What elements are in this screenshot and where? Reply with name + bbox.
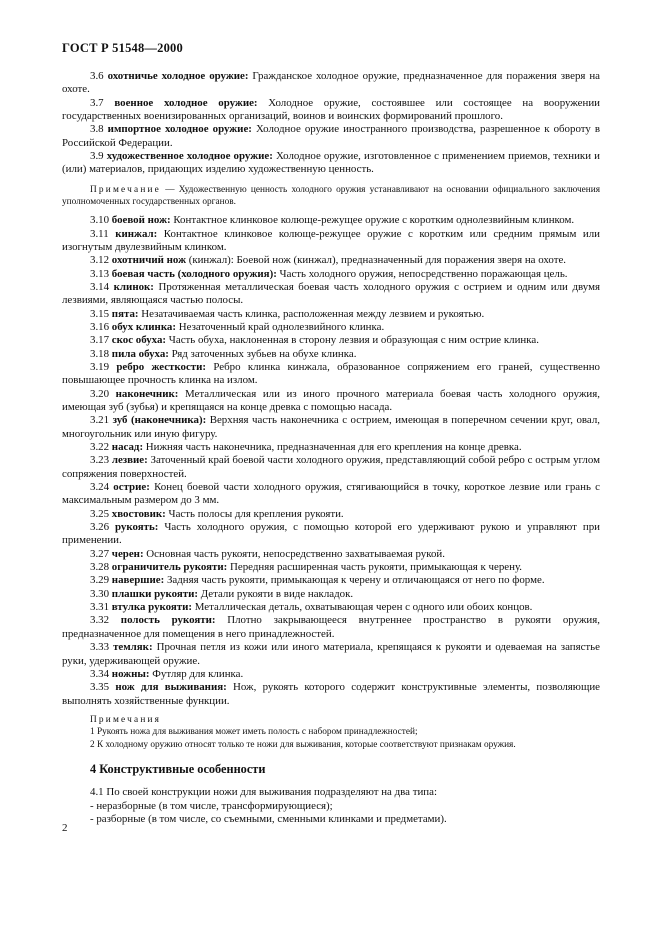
definition-number: 3.21 [90, 414, 110, 427]
definition-item [62, 614, 600, 641]
definition-text: Футляр для клинка. [149, 667, 244, 680]
definition-text: Металлическая деталь, охватывающая черен с одного или обоих концов. [192, 601, 533, 614]
definition-number: 3.9 [90, 150, 104, 163]
definition-term: ребро жесткости: [116, 360, 207, 373]
definition-text: Незатачиваемая часть клинка, расположенная между лезвием и рукоятью. [138, 307, 485, 320]
definition-term: клинок: [113, 280, 154, 293]
definitions-list-b [62, 214, 600, 708]
definition-text: Холодное оружие, изготовленное с применением приемов, техники и (или) материалов, придающих изделию художественную ценность. [62, 150, 600, 176]
definition-term: художественное холодное оружие: [106, 150, 273, 163]
definition-text: Конец боевой части холодного оружия, стягивающийся в точку, короткое лезвие или грань с максимальным размером до 3 мм. [62, 481, 600, 507]
definition-text: Основная часть рукояти, непосредственно захватываемая рукой. [143, 547, 445, 560]
definition-text: Нож, рукоять которого содержит конструктивные элементы, позволяющие выполнять хозяйственные функции. [62, 681, 600, 707]
definition-number: 3.14 [90, 280, 110, 293]
definition-term: темляк: [113, 641, 153, 654]
definition-text: Протяженная металлическая боевая часть холодного оружия с острием и одним или двумя лезвиями, являющаяся частью полосы. [62, 280, 600, 307]
definition-text: Часть обуха, наклоненная в сторону лезвия и образующая с ним острие клинка. [166, 334, 539, 347]
definition-text: Холодное оружие, состоявшее или состоящее на вооружении государственных военизированных организаций, воинов и воинских формирований прошлого. [62, 96, 600, 123]
definition-text: Металлическая или из иного прочного материала боевая часть холодного оружия, имеющая зуб (зубья) и крепящаяся на конце древка с помощью насада. [62, 387, 600, 413]
definition-term: ограничитель рукояти: [111, 561, 228, 574]
definition-number: 3.31 [90, 601, 110, 614]
definition-number: 3.7 [90, 96, 104, 109]
page-number: 2 [62, 822, 68, 834]
definition-text: Детали рукояти в виде накладок. [197, 587, 354, 600]
definition-term: навершие: [111, 574, 165, 587]
definition-term: пята: [111, 307, 139, 320]
definition-text: Нижняя часть наконечника, предназначенная для его крепления на конце древка. [143, 441, 522, 453]
definition-term: импортное холодное оружие: [107, 123, 252, 136]
note-text: — Художественную ценность холодного оружия устанавливают на основании официального заключения уполномоченных государственных органов. [62, 184, 600, 207]
definition-number: 3.20 [90, 387, 110, 400]
definition-term: втулка рукояти: [111, 601, 193, 614]
definition-term: кинжал: [115, 227, 158, 240]
definition-item [62, 681, 600, 708]
definition-item [62, 308, 600, 321]
definition-text: Часть холодного оружия, с помощью которой его удерживают рукою и управляют при применении. [62, 521, 600, 547]
definition-item [62, 97, 600, 124]
definition-item [62, 361, 600, 388]
note-item: 2 К холодному оружию относят только те ножи для выживания, которые соответствуют признакам оружия. [90, 739, 516, 750]
definition-term: нож для выживания: [115, 681, 227, 694]
definition-text: Передняя расширенная часть рукояти, примыкающая к черену. [227, 561, 523, 574]
definition-text: Задняя часть рукояти, примыкающая к черену и отличающаяся от него по форме. [164, 574, 545, 587]
definition-number: 3.12 [90, 254, 110, 267]
definition-number: 3.34 [90, 667, 110, 680]
definition-item [62, 150, 600, 177]
definition-term: военное холодное оружие: [114, 96, 258, 109]
definition-item [62, 481, 600, 508]
definition-term: скос обуха: [111, 334, 167, 347]
definition-item [62, 588, 600, 601]
definition-text: Часть холодного оружия, непосредственно поражающая цель. [276, 267, 568, 280]
document-header: ГОСТ Р 51548—2000 [62, 41, 183, 55]
definition-item [62, 268, 600, 281]
definition-text: Незаточенный край однолезвийного клинка. [176, 320, 385, 333]
document-body [62, 70, 600, 826]
definition-item [62, 70, 600, 97]
definition-item [62, 641, 600, 668]
definition-term: острие: [113, 481, 150, 494]
definition-number: 3.15 [90, 307, 110, 320]
definition-text: Ребро клинка кинжала, образованное сопряжением его граней, существенно повышающее прочность клинка на излом. [62, 360, 600, 387]
note-label: Примечание [90, 184, 161, 195]
definition-item [62, 214, 600, 227]
definition-number: 3.8 [90, 123, 104, 136]
definition-text: Верхняя часть наконечника с острием, имеющая в поперечном сечении круг, овал, многоугольник или иную фигуру. [62, 414, 600, 440]
definition-number: 3.10 [90, 214, 110, 227]
definition-number: 3.33 [90, 641, 110, 654]
definition-item [62, 254, 600, 267]
notes-block [62, 714, 600, 751]
definition-item [62, 521, 600, 548]
definition-number: 3.25 [90, 507, 110, 520]
definition-number: 3.16 [90, 320, 110, 333]
definition-text: Холодное оружие иностранного производства, разрешенное к обороту в Российской Федерации. [62, 123, 600, 149]
definition-number: 3.11 [90, 227, 109, 240]
definition-text: Плотно закрывающееся внутреннее пространство в рукояти оружия, предназначенное для помещения в него принадлежностей. [62, 614, 600, 640]
definition-text: (кинжал): Боевой нож (кинжал), предназначенный для поражения зверя на охоте. [185, 254, 567, 267]
definition-number: 3.27 [90, 547, 110, 560]
definition-term: наконечник: [115, 387, 179, 400]
definition-term: боевой нож: [111, 214, 171, 227]
definition-number: 3.32 [90, 614, 110, 627]
definition-term: хвостовик: [111, 507, 166, 520]
definition-term: лезвие: [111, 454, 148, 467]
definition-item [62, 441, 600, 454]
section-heading: 4 Конструктивные особенности [90, 762, 266, 777]
definition-text: Заточенный край боевой части холодного оружия, представляющий собой ребро с острым углом сопряжения поверхностей. [62, 454, 600, 480]
definition-item [62, 668, 600, 681]
definition-number: 3.22 [90, 441, 110, 453]
definition-term: пила обуха: [111, 347, 169, 360]
definitions-list-a [62, 70, 600, 177]
list-item: - разборные (в том числе, со съемными, сменными клинками и предметами). [90, 813, 447, 826]
definition-text: Прочная петля из кожи или иного материала, крепящаяся к рукояти и одеваемая на запястье руки, удерживающей оружие. [62, 641, 600, 667]
notes-title: Примечания [90, 714, 162, 725]
definition-term: полость рукояти: [120, 614, 216, 627]
definition-item [62, 123, 600, 150]
definition-item [62, 548, 600, 561]
definition-item [62, 334, 600, 347]
definition-term: боевая часть (холодного оружия): [111, 267, 277, 280]
definition-item [62, 281, 600, 308]
definition-number: 3.13 [90, 267, 110, 280]
definition-item [62, 321, 600, 334]
definition-item [62, 348, 600, 361]
note-item: 1 Рукоять ножа для выживания может иметь полость с набором принадлежностей; [90, 727, 418, 738]
definition-item [62, 454, 600, 481]
definition-item [62, 601, 600, 614]
definition-term: плашки рукояти: [111, 587, 198, 600]
section-intro: 4.1 По своей конструкции ножи для выживания подразделяют на два типа: [90, 786, 437, 799]
definition-number: 3.23 [90, 454, 110, 467]
definition-number: 3.6 [90, 70, 104, 82]
definition-item [62, 414, 600, 441]
definition-term: охотничье холодное оружие: [107, 70, 249, 82]
definition-number: 3.30 [90, 587, 110, 600]
note-1 [62, 184, 600, 208]
definition-number: 3.26 [90, 521, 110, 534]
definition-item [62, 574, 600, 587]
definition-number: 3.24 [90, 481, 110, 494]
definition-number: 3.19 [90, 360, 110, 373]
definition-term: зуб (наконечника): [112, 414, 207, 427]
definition-term: черен: [111, 547, 144, 560]
definition-number: 3.17 [90, 334, 110, 347]
definition-term: ножны: [111, 667, 150, 680]
definition-number: 3.28 [90, 561, 110, 574]
definition-text: Контактное клинковое колюще-режущее оружие с коротким или средним прямым или изогнутым двулезвийным клинком. [62, 227, 600, 253]
definition-number: 3.18 [90, 347, 110, 360]
definition-item [62, 561, 600, 574]
definition-number: 3.29 [90, 574, 110, 587]
definition-text: Гражданское холодное оружие, предназначенное для поражения зверя на охоте. [62, 70, 600, 96]
definition-item [62, 228, 600, 255]
definition-number: 3.35 [90, 681, 110, 694]
definition-term: насад: [111, 441, 144, 453]
definition-text: Часть полосы для крепления рукояти. [165, 507, 344, 520]
definition-item [62, 388, 600, 415]
definition-term: охотничий нож [111, 254, 186, 267]
list-item: - неразборные (в том числе, трансформирующиеся); [90, 799, 333, 812]
definition-text: Контактное клинковое колюще-режущее оружие с коротким однолезвийным клинком. [170, 214, 575, 227]
definition-item [62, 508, 600, 521]
definition-term: обух клинка: [111, 320, 177, 333]
definition-text: Ряд заточенных зубьев на обухе клинка. [168, 347, 357, 360]
definition-term: рукоять: [115, 521, 159, 534]
